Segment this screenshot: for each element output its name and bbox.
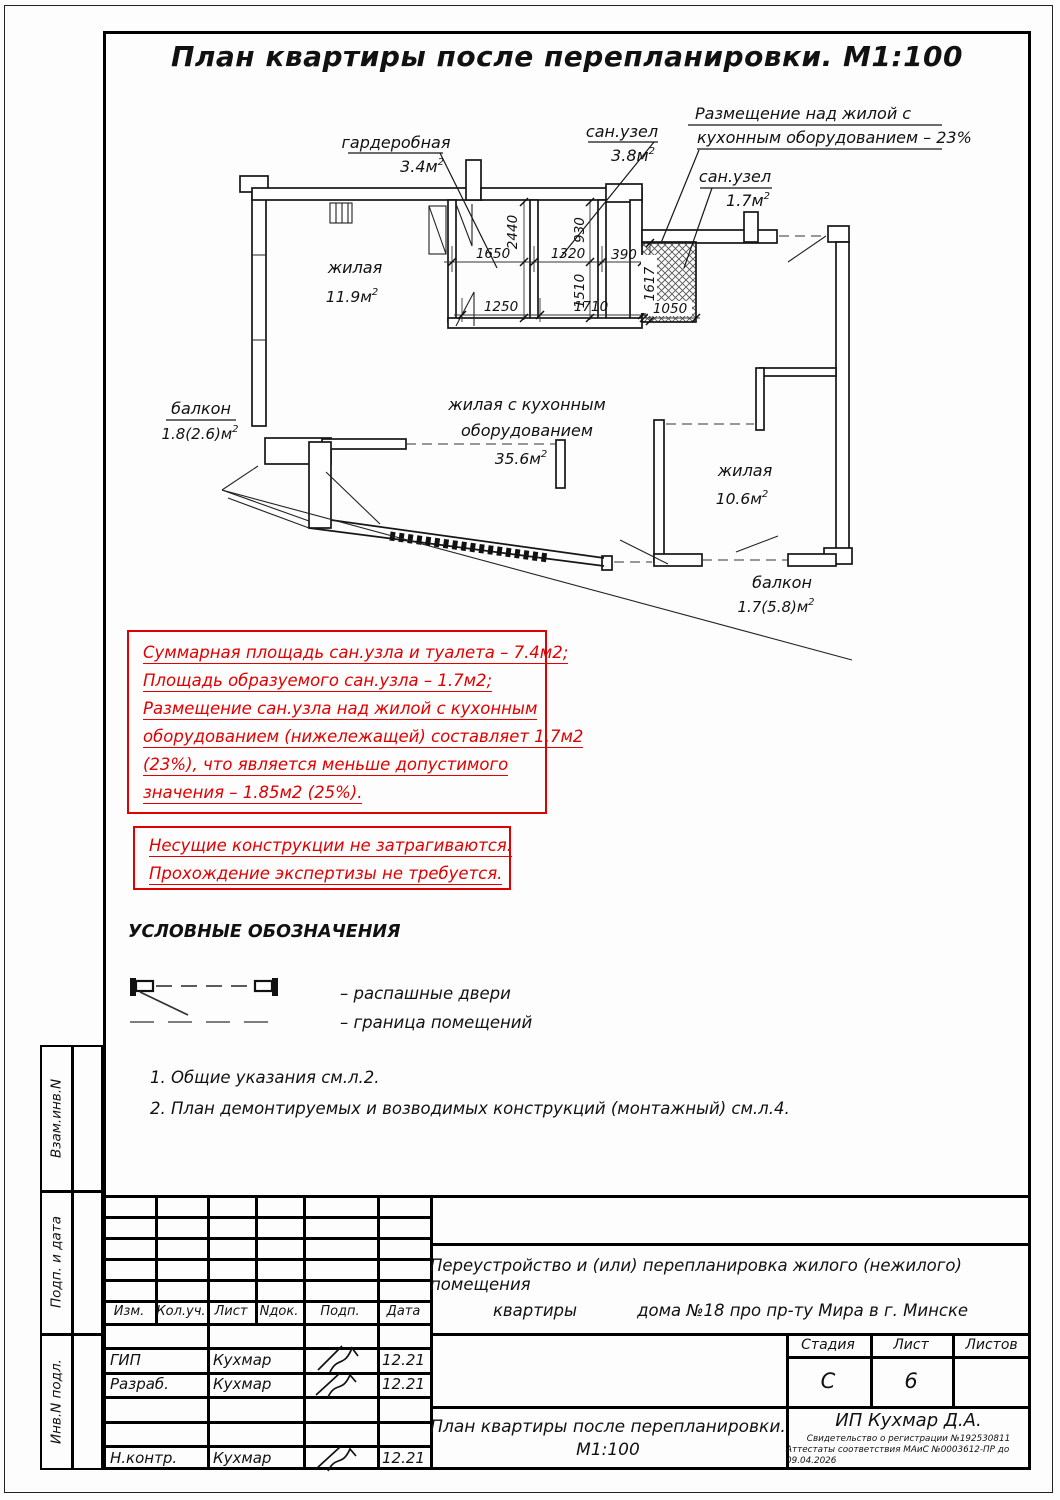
signature-nkontr [308,1443,374,1473]
dim-930: 930 [572,217,588,243]
legend-boundary-label: – граница помещений [340,1012,533,1032]
document-title [430,1406,786,1470]
date-nkontr: 12.21 [382,1448,425,1467]
dim-1617: 1617 [642,266,658,302]
red-note-small [133,826,511,890]
label-wardrobe-area: $3.4м^2$ [400,157,444,176]
red-note-line: значения – 1.85м2 (25%). [143,783,363,802]
room-lk-area: $35.6м^2$ [494,449,548,468]
stamp-line [103,1258,430,1261]
title-block [103,1195,1031,1470]
red-note-line: оборудованием (нижележащей) составляет 1.7м2 [143,727,584,746]
project-description [430,1243,1031,1333]
note-1: 1. Общие указания см.л.2. [150,1068,380,1087]
col-koluch: Кол.уч. [156,1304,206,1319]
sheets-label: Листов [965,1336,1018,1353]
label-balcony-left-area: $1.8(2.6)м^2$ [161,424,239,443]
legend-title: УСЛОВНЫЕ ОБОЗНАЧЕНИЯ [128,922,401,942]
room-lk-2: оборудованием [461,421,593,440]
walls [240,160,852,570]
dim-1250: 1250 [483,299,519,315]
role-gip: ГИП [110,1350,141,1369]
project-line1: Переустройство и (или) перепланировка жилого (нежилого) помещения [430,1256,962,1294]
label-placement-1: Размещение над жилой с [695,104,912,123]
label-bath17-area: $1.7м^2$ [726,191,770,210]
red-note-line: Размещение сан.узла над жилой с кухонным [143,699,538,718]
label-bath38-area: $3.8м^2$ [611,146,655,165]
dim-1320: 1320 [550,246,586,262]
signature-razrab [308,1369,374,1399]
company-cert1: Свидетельство о регистрации №192530811 [806,1433,1011,1444]
project-word: квартиры [492,1301,578,1320]
project-line2: дома №18 про пр-ту Мира в г. Минске [637,1301,969,1320]
dim-1710: 1710 [573,299,609,315]
stamp-line [103,1279,430,1282]
role-nkontr: Н.контр. [110,1448,178,1467]
stamp-line [103,1237,430,1240]
legend-boundary-row [126,1012,532,1032]
room-living1: жилая [327,258,383,277]
doc-title-line1: План квартиры после перепланировки. [430,1416,786,1437]
stamp-line [103,1323,430,1326]
company-cell [786,1406,1031,1470]
sidebar-label-inv: Инв.N подл. [48,1359,65,1445]
dim-1050: 1050 [652,301,688,317]
legend-door-row [126,968,511,1018]
sidebar-label-podp: Подп. и дата [48,1216,65,1309]
col-data: Дата [386,1304,421,1319]
label-placement-2: кухонным оборудованием – 23% [697,128,972,147]
red-note-main [127,630,584,814]
sidebar-label-vzam: Взам.инв.N [48,1078,65,1159]
plan-labels [161,104,971,616]
dim-390: 390 [611,247,637,263]
dim-2440: 2440 [505,214,521,250]
sheet-value: 6 [904,1369,918,1393]
dim-1510: 1510 [572,273,588,309]
stamp-line [103,1195,1031,1198]
col-izm: Изм. [113,1304,145,1319]
name-gip: Кухмар [213,1350,272,1369]
red-note-line: (23%), что является меньше допустимого [143,755,509,774]
stamp-line [207,1195,210,1470]
room-living2: жилая [717,461,773,480]
stage-value: С [820,1369,836,1393]
sidebar [40,1045,103,1470]
red-note-line: Несущие конструкции не затрагиваются. [149,836,512,855]
col-ndok: Nдок. [259,1304,299,1319]
date-razrab: 12.21 [382,1375,425,1393]
col-podp: Подп. [320,1304,360,1319]
date-gip: 12.21 [382,1350,425,1369]
dim-1650: 1650 [475,246,511,262]
label-balcony-left: балкон [171,399,231,418]
stamp-line [103,1421,430,1424]
col-list: Лист [214,1304,248,1319]
sidebar-divider [71,1047,74,1468]
stamp-line [103,1216,430,1219]
stage-label: Стадия [801,1336,855,1353]
legend-door-label: – распашные двери [340,983,511,1003]
slanted-wall [309,520,604,566]
stamp-line [103,1396,430,1399]
label-balcony-right-area: $1.7(5.8)м^2$ [737,597,815,616]
company-cert2: Аттестаты соответствия МАиС №0003612-ПР до 09.04.2026 [786,1444,1010,1466]
general-notes [150,1062,790,1124]
company-name: ИП Кухмар Д.А. [835,1409,982,1431]
sheets-value [952,1356,1031,1406]
doc-title-line2: М1:100 [576,1439,640,1460]
note-2: 2. План демонтируемых и возводимых конструкций (монтажный) см.л.4. [150,1099,790,1118]
stamp-line [377,1195,380,1470]
floor-plan [0,0,1060,700]
label-bath17: сан.узел [698,167,772,186]
label-wardrobe: гардеробная [341,133,451,152]
room-living1-area: $11.9м^2$ [325,287,379,306]
label-balcony-right: балкон [752,573,812,592]
boundary-line-icon [126,1012,298,1032]
role-razrab: Разраб. [110,1375,169,1393]
sheet-title: План квартиры после перепланировки. М1:100 [170,40,964,73]
red-note-line: Суммарная площадь сан.узла и туалета – 7.4м2; [143,643,569,662]
red-note-line: Прохождение экспертизы не требуется. [149,864,503,883]
label-bath38: сан.узел [585,122,659,141]
sheet-label: Лист [893,1336,929,1353]
room-lk-1: жилая с кухонным [448,395,606,414]
room-living2-area: $10.6м^2$ [715,489,769,508]
stamp-line [303,1195,306,1470]
name-razrab: Кухмар [213,1375,272,1393]
name-nkontr: Кухмар [213,1448,272,1467]
red-note-line: Площадь образуемого сан.узла – 1.7м2; [143,671,493,690]
swing-door-icon [126,968,298,1018]
